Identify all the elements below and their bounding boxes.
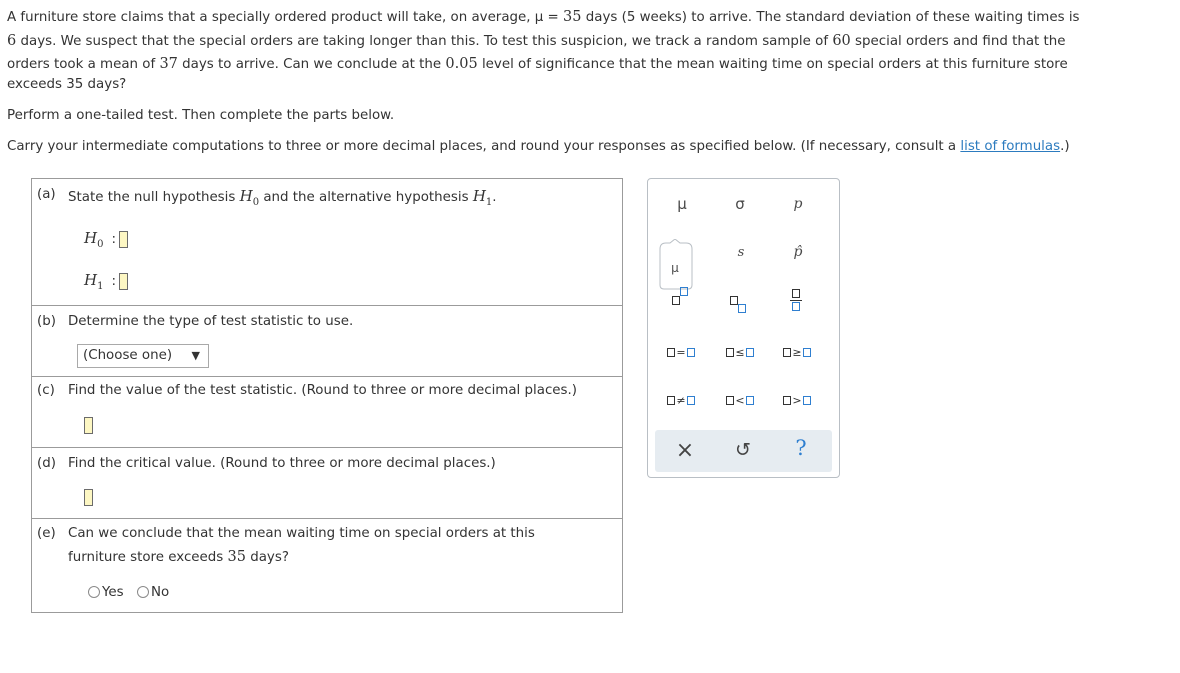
box-icon [726, 396, 734, 405]
yes-label: Yes [102, 585, 124, 600]
no-label: No [151, 585, 170, 600]
sigma-button[interactable]: σ [735, 195, 745, 213]
critical-value-input[interactable] [84, 489, 93, 506]
h1-colon: : [111, 274, 116, 289]
no-radio[interactable] [137, 586, 149, 598]
part-e-label: (e) [37, 526, 56, 541]
part-a-prompt [68, 187, 497, 208]
clear-icon[interactable]: × [675, 438, 695, 463]
mu-button[interactable]: μ [677, 195, 687, 213]
superscript-button[interactable] [668, 293, 692, 308]
problem-alpha-value: 0.05 [445, 56, 478, 73]
equals-button[interactable]: = [660, 345, 702, 360]
fraction-bar-icon [790, 300, 802, 301]
h0-answer-input[interactable] [119, 231, 128, 248]
problem-text-5: orders took a mean of [7, 57, 160, 73]
part-e-value: 35 [227, 549, 246, 565]
problem-sd-value: 6 [7, 32, 17, 49]
base-box-icon [730, 296, 738, 305]
part-b-label: (b) [37, 314, 56, 329]
yes-option[interactable] [88, 585, 124, 600]
h1-row [84, 271, 128, 292]
h1-symbol: $H_1$ [472, 187, 493, 208]
denominator-box-icon [792, 302, 800, 311]
mu-hat-inner: μ [671, 261, 679, 275]
part-a-label: (a) [37, 187, 56, 202]
part-b [32, 306, 622, 377]
h1-label: $H_1$ [84, 271, 104, 292]
box-icon [746, 396, 754, 405]
box-icon [746, 348, 754, 357]
h0-label: $H_0$ [84, 229, 104, 250]
not-equal-button[interactable]: ≠ [660, 393, 702, 408]
part-a-text-mid: and the alternative hypothesis [259, 190, 473, 205]
p-hat-button[interactable]: p̂ [793, 244, 803, 260]
box-icon [687, 396, 695, 405]
part-e-prompt-2: furniture store exceeds 35 days? [68, 549, 289, 565]
problem-text-1: A furniture store claims that a specially ordered product will take, on average, μ = [7, 10, 564, 25]
part-c-prompt: Find the value of the test statistic. (Round to three or more decimal places.) [68, 383, 578, 398]
instruction-one-tailed: Perform a one-tailed test. Then complete the parts below. [7, 108, 395, 123]
box-icon [783, 348, 791, 357]
less-than-button[interactable]: < [719, 393, 761, 408]
problem-text-2: days (5 weeks) to arrive. The standard deviation of these waiting times is [581, 10, 1080, 25]
part-d-prompt: Find the critical value. (Round to three or more decimal places.) [68, 456, 496, 471]
test-statistic-input[interactable] [84, 417, 93, 434]
h0-symbol: $H_0$ [239, 187, 260, 208]
problem-text-8: exceeds 35 days? [7, 76, 127, 92]
yes-radio[interactable] [88, 586, 100, 598]
box-icon [803, 396, 811, 405]
part-b-prompt: Determine the type of test statistic to use. [68, 314, 354, 329]
subscript-button[interactable] [726, 293, 750, 308]
problem-text-6: days to arrive. Can we conclude at the [177, 57, 446, 73]
symbol-palette [647, 178, 840, 478]
subscript-box-icon [738, 304, 746, 313]
question-table [31, 178, 623, 613]
h0-row [84, 229, 128, 250]
fraction-button[interactable] [789, 289, 803, 311]
box-icon [783, 396, 791, 405]
part-c [32, 377, 622, 448]
dropdown-arrow-icon: ▼ [191, 349, 200, 362]
part-d-label: (d) [37, 456, 56, 471]
part-a [32, 179, 622, 306]
s-button[interactable]: s [737, 245, 745, 260]
problem-statement [7, 6, 1167, 96]
numerator-box-icon [792, 289, 800, 298]
dropdown-value: (Choose one) [83, 348, 173, 363]
part-a-text-prefix: State the null hypothesis [68, 190, 240, 205]
box-icon [687, 348, 695, 357]
problem-text-3: days. We suspect that the special orders are taking longer than this. To test this suspicion, we track a random sample of [16, 33, 833, 49]
test-statistic-dropdown[interactable] [77, 344, 209, 368]
box-icon [726, 348, 734, 357]
formulas-link[interactable]: list of formulas [960, 139, 1061, 154]
problem-text-4: special orders and find that the [850, 33, 1066, 49]
part-a-text-suffix: . [492, 190, 497, 205]
problem-text-7: level of significance that the mean waiting time on special orders at this furniture store [477, 57, 1068, 73]
box-icon [803, 348, 811, 357]
greater-than-button[interactable]: > [776, 393, 818, 408]
base-box-icon [672, 296, 680, 305]
instruction-rounding [7, 137, 1070, 157]
less-equal-button[interactable]: ≤ [719, 345, 761, 360]
part-c-label: (c) [37, 383, 55, 398]
palette-action-bar [655, 430, 832, 472]
problem-mu-value: 35 [563, 9, 582, 25]
instruction-rounding-suffix: .) [1060, 139, 1070, 154]
no-option[interactable] [137, 585, 169, 600]
p-button[interactable]: p [793, 196, 803, 212]
superscript-box-icon [680, 287, 688, 296]
box-icon [667, 348, 675, 357]
problem-mean-value: 37 [159, 56, 178, 73]
greater-equal-button[interactable]: ≥ [776, 345, 818, 360]
part-e-prompt-1: Can we conclude that the mean waiting time on special orders at this [68, 526, 535, 541]
undo-icon[interactable]: ↺ [735, 439, 751, 461]
part-e [32, 519, 622, 612]
problem-n-value: 60 [832, 32, 851, 49]
h0-colon: : [111, 232, 116, 247]
h1-answer-input[interactable] [119, 273, 128, 290]
help-icon[interactable]: ? [795, 436, 807, 460]
box-icon [667, 396, 675, 405]
instruction-rounding-text: Carry your intermediate computations to three or more decimal places, and round your responses as specified below. (If necessary, consult a [7, 139, 961, 154]
part-d [32, 448, 622, 519]
